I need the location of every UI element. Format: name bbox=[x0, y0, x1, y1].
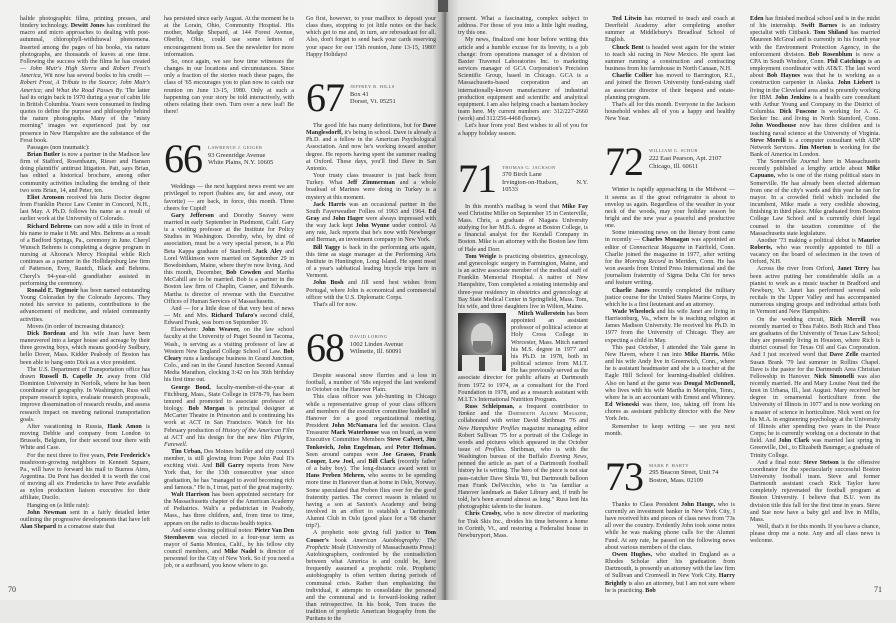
paragraph: Moves (in order of increasing distance): bbox=[27, 323, 125, 330]
paragraph: That's all for now. bbox=[313, 301, 358, 308]
paragraph: has persisted since early August. At the moment he is at the Lorain, Ohio, Community Hospital. His mother, Madge Shepard, at 144 Forest Avenue, Oberlin, Ohio, could use some letters of encouragement from us. See the newsletter for more information. bbox=[164, 16, 294, 58]
column-3 bbox=[306, 16, 436, 623]
paragraph: So, once again, we see how time witnesses the changes in our locations and circumstances. Since only a fraction of the stories reach these pages, the class of '65 encourages you to plan now to catch our reunion on June 13-15, 1980. Only at such a happening can your story be told interactively, with others relating their own. Turn over a new leaf! Be there! bbox=[164, 58, 294, 116]
paragraph: Owen Hughes, who studied in England as a Rhodes Scholar after his graduation from Dartmouth, is presently an attorney with the law firm of Sullivan and Cromwell in New York City. Harry Brightly is also an attorney, but I am not sure where he is practicing. Bob bbox=[605, 551, 735, 594]
paragraph: Dick Bordeau and his wife Jean have been maneuvered into a larger house and acreage by their three growing boys, which means good-by Sudbury, hello Dover, Mass. Kidder Peabody of Boston has been able to hang onto Dick as a vice president. bbox=[20, 330, 150, 366]
paragraph: present. What a fascinating, complex subject to address. For those of you into a little light reading, try this one. bbox=[458, 16, 588, 37]
paragraph: Tom Weigle is practicing obstetrics, gynecology, and gynecologic surgery in Farmington, Maine, and is an active associate member of the medical staff of Franklin Memorial Hospital. A native of New Hampshire, Tom completed a rotating internship and three-year residency in obstetrics and gynecology at Bay State Medical Center in Springfield, Mass. Tom, his wife, and three daughters live in Wilton, Maine. bbox=[458, 253, 588, 310]
paragraph: John Bush and Jill send best wishes from Portugal, where John is economical and commercial officer with the U.S. Diplomatic Corps. bbox=[306, 280, 436, 301]
paragraph: Brian Butler is now a partner in the Madison law firm of Stafford, Rosenbaum, Rieser and Hansen doing plaintiffs' antitrust litigation. Pati, says Brian, has edited a historical brochure, among other community activities including the tending of their two sons Brian, 14, and Peter, ten. bbox=[20, 151, 151, 194]
class-71-header bbox=[458, 155, 588, 201]
gutter-shadow bbox=[438, 0, 448, 12]
paragraph: A prophetic note giving full justice to Tom Couser's book American Autobiography: The Prophetic Mode (University of Massachusetts Press): Autobiographers, confronted by the contradiction between what America is and could be, have frequently assumed a prophetic role. Prophetic autobiography is often written during periods of communal crisis. Rather than emphasizing the individual, it attempts to consolidate the personal and the communal and is forward-looking rather than retrospective. In his book, Tom traces the tradition of prophetic American biography from the Puritans to the bbox=[306, 530, 436, 623]
paragraph: Passages (non traumatic): bbox=[27, 144, 90, 151]
paragraph: Richard Behrens can now add a title in front of his name to make it Mr. and Mrs. Behrens as a result of a Bedford Springs, Pa., ceremony in June. Cheryl Wunsch Behrens is completing a degree program in nursing at Altoona's Mercy Hospital while Rich continues as a partner in the Hollidaysburg law firm of Patterson, Evey, Rautch, Black and Behrens. Cheryl's 94-year-old grandfather assisted in performing the ceremony. bbox=[20, 223, 150, 287]
paragraph: This class officer was job-hunting in Chicago while a representative group of your class officers and members of the executive committee huddled in Hanover for a good organizational meeting. President John McNamara led the session. Class Treasurer Mark Waterhouse was on board, as were Executive Committee Members Steve Calvert, Jim Tonkovich, John Engelman, and Peter Hofman. Seen around campus were Joe Grasso, Frank Couper, Lew Joel, and Bill Clark (recently father of a baby boy). The long-distance award went to Hans Preben Mehren, who seems to be spending more time in Hanover than at home in Oslo, Norway. Some speculated that Preben flies over for the good fraternity parties. The correct reason is related to having a son at Saxton's Academy and being involved in an effort to establish a Dartmouth Alumni Club in Oslo (good place for a '68 charter trip?). bbox=[306, 394, 437, 530]
paragraph: Charlie Janes recently completed the military justice course for the United States Marine Corps, in which he is a first lieutenant and an attorney. bbox=[605, 287, 736, 308]
paragraph: Elsewhere: John Weaver, on the law school faculty at the University of Puget Sound in Tacoma, Wash., is serving as a visiting professor of law at Western New England College School of Law. Bob Cleary runs a landscape business in Grand Junction, Colo., and ran in the Grand Junction Second Annual Media Marathon, clocking 3:42 on his 36th birthday his first time out. bbox=[164, 327, 294, 384]
paragraph: That's all for this month. Everyone in the Jackson household wishes all of you a happy and healthy New Year. bbox=[605, 101, 735, 123]
class-secretary-address: WILLIAM G. SCHUR 222 East Pearson, Apt. 2107 Chicago, Ill. 60611 bbox=[649, 148, 722, 170]
binding-gutter bbox=[441, 0, 449, 600]
paragraph: Eliot Aronson received his Juris Doctor degree from Franklin Pierce Law Center in Concord, N.H., last May. A Ph.D. follows his name as a result of earlier work at the University of Colorado. bbox=[20, 194, 151, 223]
class-year-number: 72 bbox=[605, 139, 643, 185]
paragraph: John Newman sent in a fairly detailed letter outlining the progressive developments that have left Alan Shepard in a comatose state that bbox=[20, 509, 150, 531]
paragraph: In this month's mailbag is word that Mike Fay wed Christine Miller on September 15 in Centerville, Mass. Chris, a graduate of Niagara University studying for her M.B.A. degree at Boston College, is a financial analyst for the Kendall Company in Boston. Mike is an attorney with the Boston law firm of Hale and Dorr. bbox=[458, 203, 588, 253]
page-number-right: 71 bbox=[874, 585, 882, 594]
paragraph: Gary Jefferson and Dorothy Seavey were married in early September in Piedmont, Calif. Gary is a visiting professor at the Institute for Policy Studies in Washington. Dorothy, who, by dint of association, must be a very special person, is a Phi Beta Kappa graduate of Stanford. Jack Aley and Lorel Wilkinson were married on September 29 in Bowdoinham, Maine, where they're now living. And this month, December, Bob Cowden and Martha McCahill are to be married. Bob is a partner in the Boston law firm of Chaplin, Casner, and Edwards. Martha is director of revenue with the Executive Offices of Human Services of Massachusetts. bbox=[164, 212, 295, 305]
paragraph: On the wedding circuit, Rich Merrill was recently married to Thea Fabio. Both Rich and Thea are graduates of the University of Texas Law School; they are presently living in Houston, where Rich is district counsel for Texas Oil and Gas Corporation. And I just received word that Dave Zelle married Susan Brank '79 last summer in Rollins Chapel. Dave is the pastor for the Dartmouth Area Christian Fellowship in Hanover. Nick Simonelli was also recently married. He and Mary Louise Neat tied the knot in Urbana, Ill., last August. Mary received her degree in ornamental horticulture from the University of Illinois in 1977 and is now working on a master of science in horticulture. Nick went on for his M.A. in engineering psychology at the University of Illinois after spending two years in the Peace Corps; he is currently working on a doctorate in that field. And John Clark was married last spring in Greenville, Del., to Elizabeth Baumger, a graduate of Trinity College. bbox=[750, 316, 880, 459]
paragraph: Thanks to Class President John Hauge, who is currently an investment banker in New York City, I have received bits and pieces of class news from '73s all over the country. Evidently John took some notes while he was making phone calls for the Alumni Fund. At any rate, he passed on the following news about various members of the class. bbox=[605, 501, 735, 551]
paragraph: And — for a little dose of that very best of news — Mr. and Mrs. Richard Tufaro's second child, Edward Frank, was born on September 19. bbox=[164, 305, 295, 327]
paragraph: The Somerville Journal here in Massachusetts recently published a lengthy article about Mike Capuano, who is one of the rising political stars in Somerville. He has already been elected alderman from one of the city's wards and this year he ran for mayor. In a crowded field which included the incumbent, Mike made a very credible showing, finishing in third place. Mike graduated from Boston College Law School and is currently chief legal counsel to the taxation committee of the Massachusetts state legislature. bbox=[750, 159, 880, 237]
paragraph: Despite seasonal snow flurries and a loss in football, a number of '68s enjoyed the last weekend in October on the Hanover Plain. bbox=[306, 373, 436, 394]
page-number-left: 70 bbox=[8, 585, 16, 594]
paragraph: The U.S. Department of Transportation office has drawn Russell B. Capelle Jr. away from Old Dominion University in Norfolk, where he has been coordinator of geography. In Washington, Russ will prepare research topics, evaluate research proposals, improve dissemination of research results, and assess research impact on meeting national transportation goals. bbox=[20, 366, 150, 423]
class-secretary-address: JEFFREY R. HILLS Box 41 Dorset, Vt. 05251 bbox=[350, 83, 396, 106]
paragraph: Chris Crosby, who is now director of marketing for Trak Skis Inc., divides his time between a home in Corinth, Vt., and restoring a Federalist house in Newburyport, Mass. bbox=[458, 511, 588, 539]
paragraph: Another '73 making a political debut is Maurice Roberts, who was recently appointed to fill a vacancy on the board of selectmen in the town of Orford, N.H. bbox=[750, 237, 880, 266]
paragraph: And some closing political notes: Pieter Van Den Steenhoven was elected to a four-year term as mayor of Santa Monica, Calif., by his fellow city council members, and Mike Nadel is director of personnel for the City of New York. So if you need a job, or a surfboard, you know where to go. bbox=[164, 527, 294, 570]
paragraph: Remember to keep writing — see you next month. bbox=[605, 423, 735, 437]
paragraph: After vacationing in Russia, Hank Amon is moving Debbie and company from London to Brussels, Belgium, for their second tour there with White and Case. bbox=[20, 423, 151, 452]
class-secretary-address: LAWRENCE J. GEIGER 93 Greenridge Avenue White Plains, N.Y. 10605 bbox=[208, 145, 274, 167]
paragraph: Ted Litwin has returned to teach and coach at Deerfield Academy after completing another summer at Middlebury's Breadloaf School of English. bbox=[605, 16, 735, 44]
class-68-header bbox=[306, 325, 436, 370]
class-67-header bbox=[306, 74, 436, 120]
paragraph: Let's hear from you! Best wishes to all of you for a happy holiday season. bbox=[458, 123, 588, 137]
paragraph: Eden has finished medical school and is in the midst of his internship. Swift Barnes is an industry specialist with Citibank. Tom Shiland has married Maureen McGreal and is currently in his fourth year with the Environment Protection Agency, in the enforcement division. Bob Rosenblum is now a CPA in South Windsor, Conn. Phil Catchings is an employment coordinator with AT&T. The last word about Bob Haynes was that he is working as a construction carpenter in Alaska. John Liebert is living in the Cleveland area and is presently working for IBM. John Jenkins is a health care consultant with Arthur Young and Company in the District of Columbia. Dick Fuscone is working for A. G. Becker Inc. and living in North Stamford, Conn. John Woodhouse now has three children and is teaching naval science at the University of Virginia. Steve Morelli is a computer consultant with ADP Network Services. Jim Morton is working for the Bank of America in London. bbox=[750, 16, 881, 158]
paragraph: My news, finalized one hour before writing this article and a humble excuse for its brevity, is a job change: from operations manager of a division of Baxter Travenol Laboratories Inc. to marketing services manager of GCA Corporation's Precision Scientific Group, based in Chicago. GCA is a Massachusetts-based corporation and an internationally-known manufacturer of industrial production equipment and scientific and analytical equipment. I am also helping coach a bantam hockey team here. My current numbers are: 312/227-2660 (work) and 312/256-4468 (home). bbox=[458, 37, 588, 123]
paragraph: Some interesting news on the literary front came in recently — Charles Monagan was appointed an editor of Connecticut Magazine in Fairfield, Conn. Charlie joined the magazine in 1977, after writing for the Morning Record in Meriden, Conn. He has won awards from United Press International and the journalism fraternity of Sigma Delta Chi for news and feature writing. bbox=[605, 230, 735, 287]
class-year-number: 68 bbox=[306, 325, 344, 370]
column-1 bbox=[20, 16, 150, 531]
column-6 bbox=[750, 16, 880, 546]
paragraph: Wade Wheelock and his wife Janet are living in Harrisonburg, Va., where he is teaching religion at James Madison University. He received his Ph.D. in 1977 from the University of Chicago. They are expecting a child in May. bbox=[605, 309, 735, 344]
class-year-number: 71 bbox=[458, 155, 496, 201]
paragraph: Hanging on (a little rain): bbox=[27, 502, 90, 509]
paragraph: Bill Yaggy is back in the performing arts again, this time as stage manager at the Performing Arts Institute in Huntington, Long Island. He spent most of a year's sabbatical leading bicycle trips here in Vermont. bbox=[306, 244, 436, 280]
paragraph: Walt Harrison has been appointed secretary for the Massachusetts chapter of the American Academy of Pediatrics. Walt's a pediatrician in Peabody, Mass., has three children, and, from time to time, appears on the radio to discuss health topics. bbox=[164, 491, 294, 527]
class-year-number: 67 bbox=[306, 74, 344, 120]
paragraph: Go first, however, to your mailbox to deposit your class dues, stopping to jot little notes on the back which get to me and, in turn, are rebroadcast for all. Also, don't forget to send back your cards reserving your space for our 15th reunion, June 13-15, 1980! Happy Holidays! bbox=[306, 16, 436, 58]
class-secretary-address: DAVID LORING 1002 Linden Avenue Wilmette, Ill. 60091 bbox=[350, 334, 404, 356]
class-year-number: 73 bbox=[605, 453, 643, 499]
paragraph: Jack Harris was an occasional partner in the South Fayerweather Follies of 1963 and 1964. Ed Gray and John Hager were always impressed with the way Jack kept John Wynne under control. At any rate, Jack reports that he's now with Newberger and Berman, an investment company in New York. bbox=[306, 201, 436, 244]
paragraph: And a final note: Steve Stetson is the offensive coordinator for the spectacularly successful Boston University football team. Steve and former Dartmouth assistant coach Rick Taylor have completely rejuvenated the football program at Boston University. I believe that B.U. won its division title this fall for the first time in years. Steve and Sue now have a baby girl and live in Millis, Mass. bbox=[750, 459, 881, 523]
paragraph: Weddings — the next happiest news event we are privileged to report (babies are, far and away, our favorite) — are back, in force, this month. Three cheers for Cupid! bbox=[164, 184, 294, 212]
column-4 bbox=[458, 16, 588, 540]
paragraph: Tim Urban, Des Moines builder and city council member, is still glowing from Pope John Paul II's exciting visit. And Bill Garry reports from New York that, for the 13th consecutive year since graduation, he has "managed to avoid becoming rich and famous." He is, I trust, part of the great majority. bbox=[164, 448, 295, 491]
paragraph: Your trusty class treasurer is just back from Turkey. What Jeff Zimmerman and a whole boatload of Marines were doing in Turkey is a mystery at this moment. bbox=[306, 173, 436, 201]
paragraph: For the next three to five years, Pete Frederick's mushroom-growing neighbors in Kennett Square, Pa., will have to forward his mail to Buenos Aires, Argentina. Du Pont has decided it is worth the cost of moving all six Fredericks to have Pete available as nylon production liaison executive for their affiliate, Ducilo. bbox=[20, 452, 150, 502]
paragraph: Charlie Collier has moved to Barrington, R.I., and joined the Brown University fund-raising staff as associate director of their bequest and estate-planning program. bbox=[605, 73, 735, 101]
class-year-number: 66 bbox=[164, 136, 202, 182]
paragraph: Chuck Bent is headed west again for the winter to teach ski racing in New Mexico. He spent last summer running a construction and contracting business from his farmhouse in North Canaan, N.H. bbox=[605, 44, 735, 73]
paragraph: George Bond, faculty-member-of-the-year at Fitchburg, Mass., State College in 1978-79, has been tenured and promoted to associate professor of biology. Bob Morgan is principal designer at McCarter Theatre in Princeton and is continuing his work at ACT in San Francisco. Watch for his February production of History of the American Film at ACT and his design for the new film Pilgrim, Farewell. bbox=[164, 384, 294, 448]
paragraph: Across the river from Orford, Janet Terry has been active putting her considerable skills as a pianist to work as a music teacher in Bradford and Newbury, Vt. Janet has performed several solo recitals in the Upper Valley and has accompanied numerous singing groups and individual artists both in Vermont and New Hampshire. bbox=[750, 266, 881, 316]
paragraph: Well, that's it for this month. If you have a chance, please drop me a note. Any and all class news is welcome. bbox=[750, 524, 880, 545]
class-secretary-address: MARK P. HARTY 295 Beacon Street, Unit 74 Boston, Mass. 02109 bbox=[649, 462, 719, 484]
paragraph: Mitch Wallerstein has been appointed an assistant professor of political science at Holy Cross College in Worcester, Mass. Mitch earned his M.S. degree in 1977 and his Ph.D. in 1978, both in political science from M.I.T. He has previously served as the associate director for public affairs at Dartmouth from 1972 to 1974, as a consultant for the Ford Foundation in 1978, and as a research assistant with M.I.T.'s International Nutrition Program. bbox=[458, 311, 588, 403]
paragraph: Winter is rapidly approaching in the Midwest — it seems as if the great refrigerator is about to envelop us again. Regardless of the weather in your neck of the woods, may your holiday season be bright and the new year a peaceful and productive one. bbox=[605, 187, 735, 230]
paragraph: The good life has many definitions, but for Dave Manglesdorff, it's being in school. Dave is already a Ph.D. and a fellow in the American Psychological Association. And now he's working toward another degree. He reports having spent the summer reading at Oxford. These days, you'll find Dave in San Antonio. bbox=[306, 122, 436, 172]
paragraph: Ronald E. Tegtmeir has been named outstanding Young Coloradan by the Colorado Jaycees. They noted his service to patients, contributions to the advancement of medicine, and related community activities. bbox=[20, 287, 150, 323]
class-66-header bbox=[164, 136, 294, 182]
class-secretary-address: THOMAS G. JACKSON 370 Birch Lane Irvington-on-Hudson, N.Y. 10533 bbox=[502, 164, 588, 194]
paragraph: halide photographic films, printing presses, and bindery technology. Dewitt Jones has combined the macro and micro approaches to dealing with post-autumnal, chlorophyll-withdrawal phenomena. Inserted among the pages of his books, via nature photographs, are thousands of leaves at one time. Following the success with the films he has created — John Muir's High Sierra and Robert Frost's America, Wit now has several books to his credit — Robert Frost, A Tribute to the Source; John Muir's America; and What the Road Passes By. The latter had its origin back in 1970 during a year of cabin life in British Columbia. Years were consumed in finding quotes to define the purpose and philosophy behind the nature photographs. Many of the "misty morning" images we experienced just by our presence in New Hampshire are the substance of the Frost book. bbox=[20, 16, 151, 144]
column-2 bbox=[164, 16, 294, 571]
class-72-header bbox=[605, 139, 735, 185]
column-5 bbox=[605, 16, 735, 595]
paragraph: Russ Schleipman, a frequent contributor to Yankee and the Dartmouth Alumni Magazine, collaborated with writer David Shribman '76 and New Hampshire Profiles magazine managing editor Robert Sullivan '75 for a portrait of the College in words and pictures which appeared in the October issue of Profiles. Shribman, who is with the Washington bureau of the Buffalo Evening News, penned the article as part of a Dartmouth football history he is writing. The hero of the piece is not star pass-catcher Dave Shula '81, but Dartmouth balloon man Frank DelVecchio, who is "as familiar a Hanover landmark as Baker Library and, if truth be told, he's been around almost as long." Russ lent his photographic talents to the feature. bbox=[458, 404, 589, 511]
class-73-header bbox=[605, 453, 735, 499]
paragraph: This past October, I attended the Yale game in New Haven, where I ran into Mike Harris. Mike and his wife Andy live in Greenwich, Conn., where he is assistant headmaster and she is a teacher at the Eagle Hill School for learning-disabled children. Also on hand at the game was Dougal McDonnell, who lives with his wife Martha in Memphis, Tenn., where he is an accountant with Ernest and Whinney. Ed Wisneski was there, too, taking off from his chores as assistant publicity director with the New York Jets. bbox=[605, 344, 735, 423]
portrait-photo bbox=[458, 313, 506, 371]
